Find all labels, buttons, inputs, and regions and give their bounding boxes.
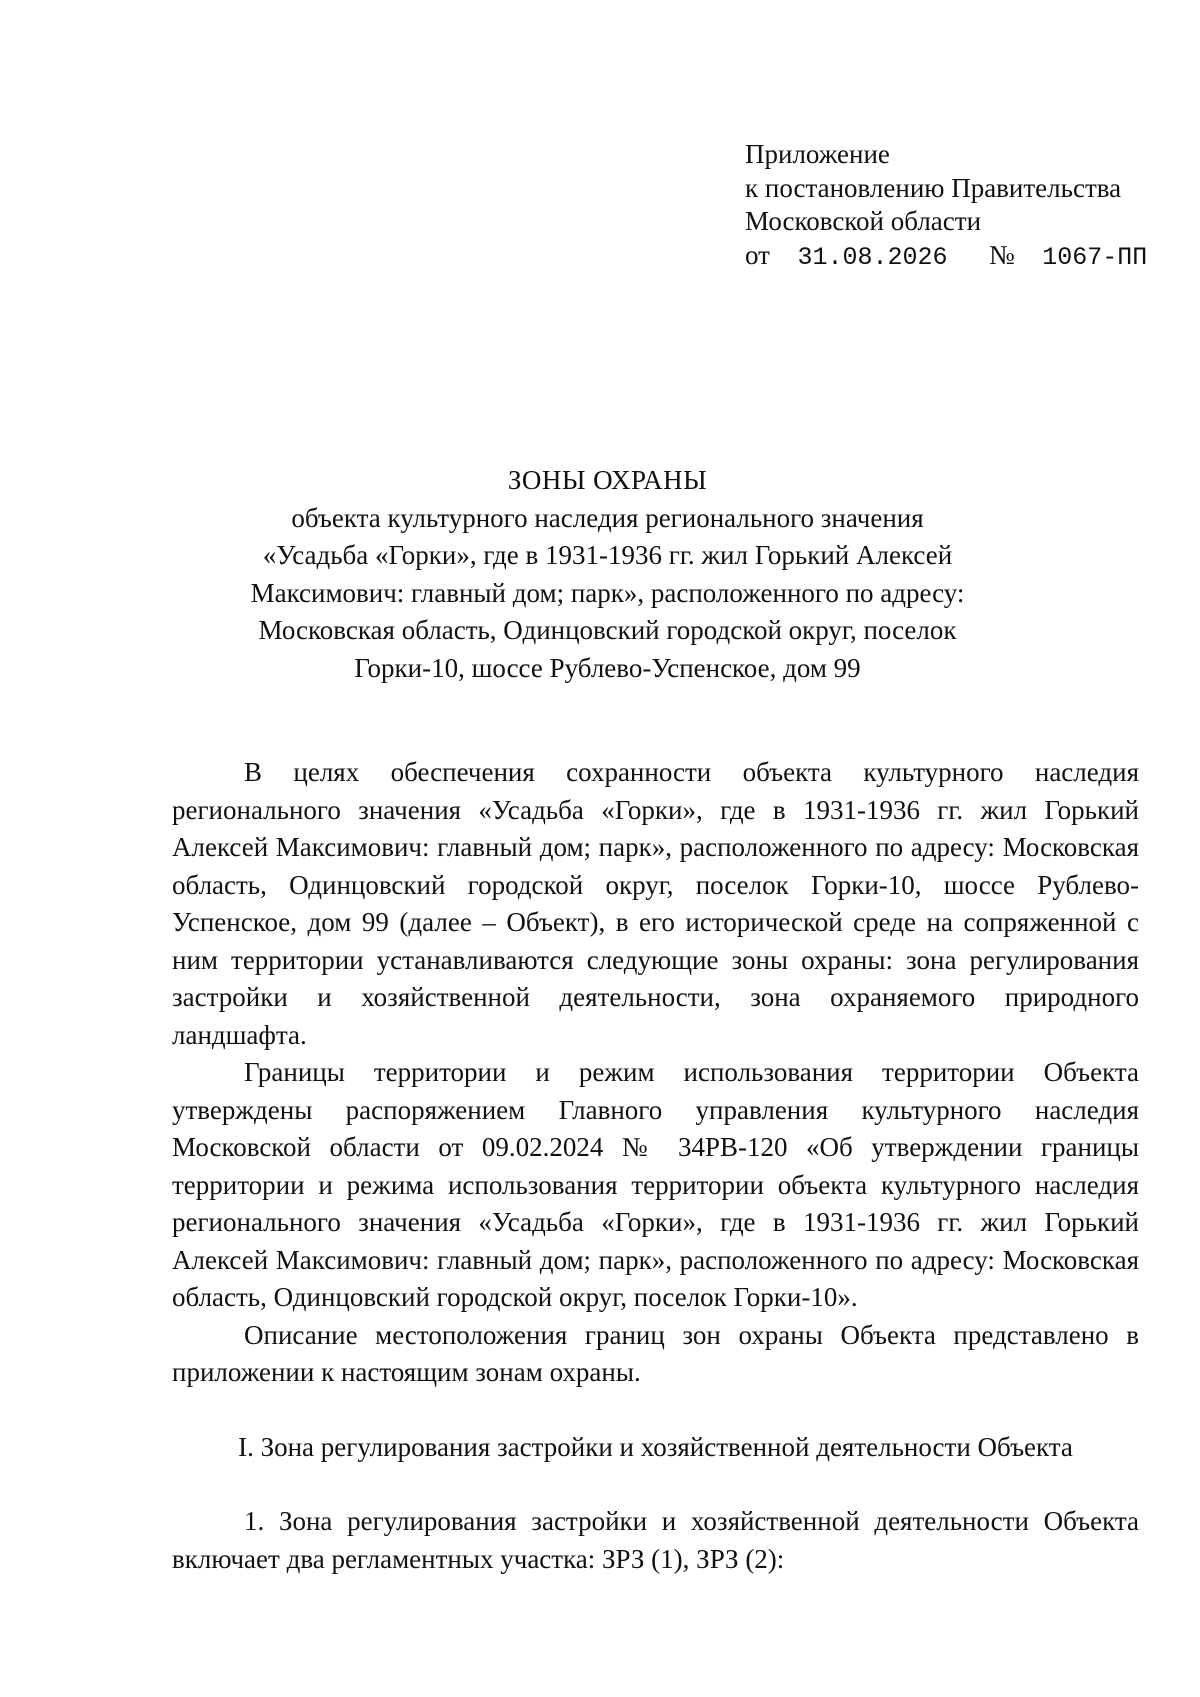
- subtitle-line: объекта культурного наследия регионального значения: [291, 502, 924, 533]
- subtitle-line: Московская область, Одинцовский городской округ, поселок: [258, 615, 957, 645]
- document-title-block: [230, 462, 985, 687]
- appendix-resolution-line: к постановлению Правительства: [745, 172, 1122, 203]
- document-title: ЗОНЫ ОХРАНЫ: [507, 465, 708, 495]
- paragraph-description: Описание местоположения границ зон охраны Объекта представлено в приложении к настоящим зонам охраны.: [172, 1319, 1139, 1387]
- resolution-number: 1067-ПП: [1042, 242, 1148, 272]
- paragraph-purpose: В целях обеспечения сохранности объекта культурного наследия регионального значения «Усадьба «Горки», где в 1931-1936 гг. жил Горький Алексей Максимович: главный дом; парк», расположенного по адресу: Московская область, Одинцовский городской округ, поселок Горки-10, шоссе Рублево-Успенское, дом 99 (далее – Объект), в его исторической среде на сопряженной с ним территории устанавливаются следующие зоны охраны: зона регулирования застройки и хозяйственной деятельности, зона охраняемого природного ландшафта.: [172, 757, 1139, 1050]
- document-body: [172, 754, 1139, 1578]
- clause-1: 1. Зона регулирования застройки и хозяйственной деятельности Объекта включает два регламентных участка: ЗРЗ (1), ЗРЗ (2):: [172, 1506, 1139, 1574]
- section-heading: I. Зона регулирования застройки и хозяйственной деятельности Объекта: [238, 1431, 1073, 1462]
- resolution-date: 31.08.2026: [797, 242, 948, 272]
- appendix-block: [745, 138, 1147, 274]
- subtitle-line: Горки-10, шоссе Рублево-Успенское, дом 99: [354, 652, 861, 683]
- appendix-label: Приложение: [745, 139, 890, 169]
- appendix-date-number-line: [745, 239, 1147, 275]
- subtitle-line: Максимович: главный дом; парк», расположенного по адресу:: [250, 577, 965, 608]
- number-sign: №: [988, 239, 1015, 270]
- subtitle-line: «Усадьба «Горки», где в 1931-1936 гг. жил Горький Алексей: [262, 540, 953, 570]
- paragraph-boundaries: Границы территории и режим использования территории Объекта утверждены распоряжением Главного управления культурного наследия Московской области от 09.02.2024 № 34РВ-120 «Об утверждении границы территории и режима использования территории объекта культурного наследия регионального значения «Усадьба «Горки», где в 1931-1936 гг. жил Горький Алексей Максимович: главный дом; парк», расположенного по адресу: Московская область, Одинцовский городской округ, поселок Горки-10».: [172, 1057, 1139, 1312]
- appendix-region-line: Московской области: [745, 206, 982, 236]
- from-label: от: [745, 239, 770, 270]
